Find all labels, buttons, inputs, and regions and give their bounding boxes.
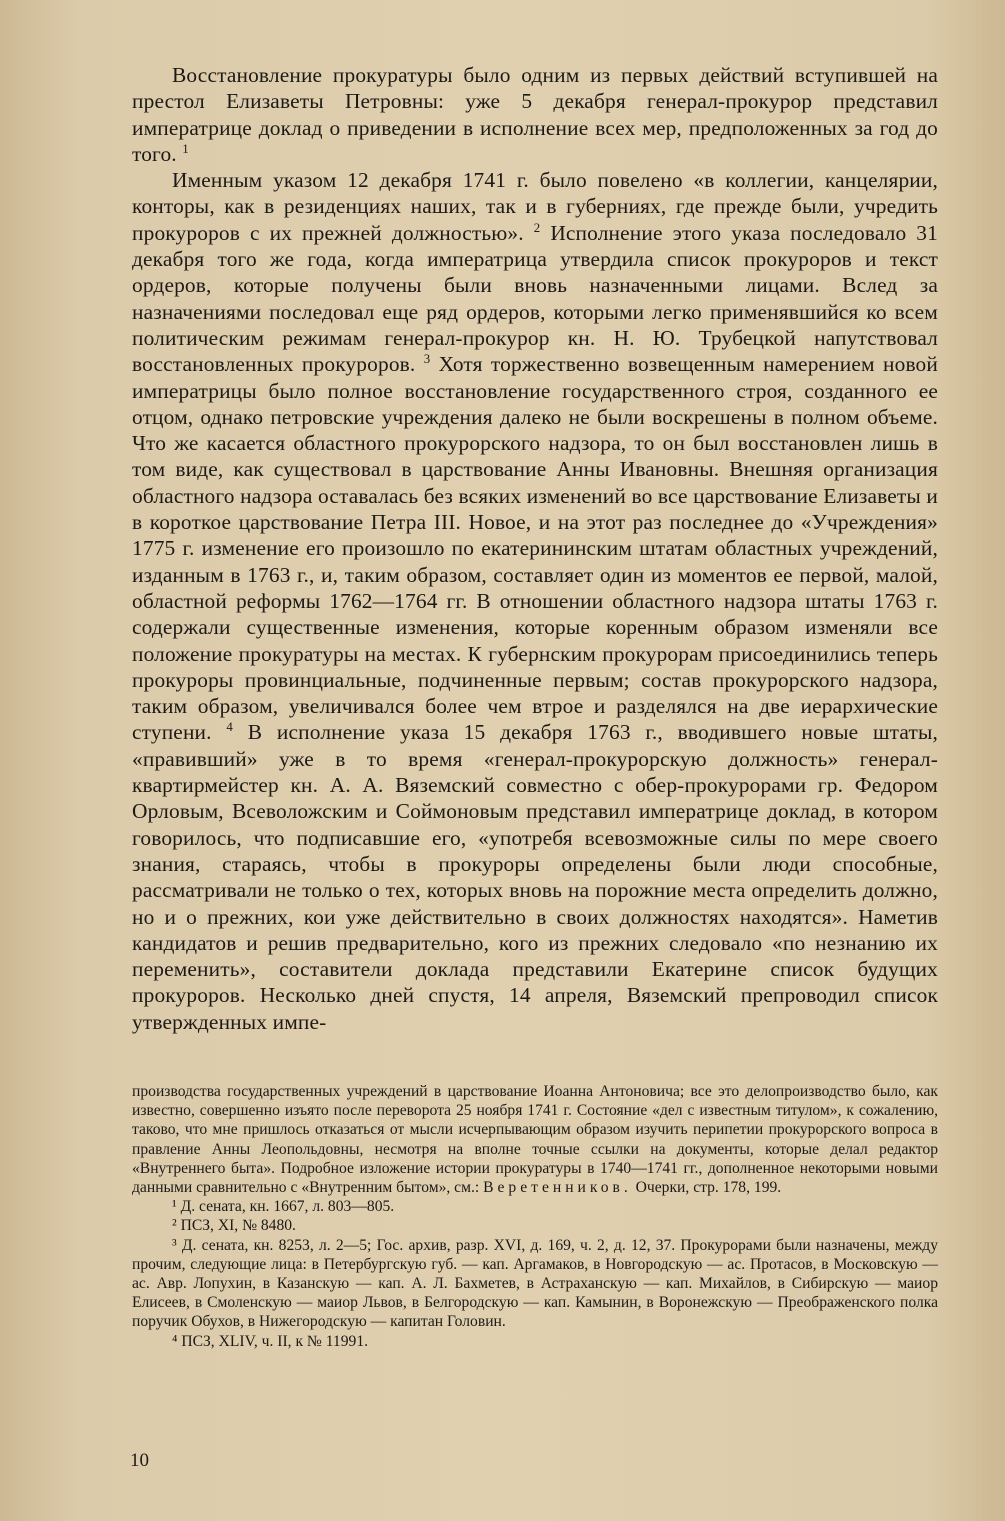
footnote-2: ² ПСЗ, XI, № 8480.	[172, 1217, 296, 1235]
footnote-continuation: производства государственных учреждений в царствование Иоанна Антоновича; все это делопроизводство было, как известно, совершенно изъято после переворота 25 ноября 1741 г. Состояние «дел с известным титулом», к сожалению, таково, что мне пришлось отказаться от мысли исчерпывающим образом изучить перипетии прокурорского вопроса в правление Анны Леопольдовны, несмотря на вполне точные ссылки на документы, которые делал редактор «Внутреннего быта». Подробное изложение истории прокуратуры в 1740—1741 гг., дополненное некоторыми новыми данными сравнительно с «Внутренним бытом», см.: Веретенников. Очерки, стр. 178, 199.	[132, 1083, 938, 1197]
footnotes	[132, 1082, 938, 1351]
footnote-1: ¹ Д. сената, кн. 1667, л. 803—805.	[172, 1198, 395, 1216]
page-number: 10	[130, 1450, 149, 1471]
paragraph-1: Восстановление прокуратуры было одним из первых действий вступившей на престол Елизаветы Петровны: уже 5 декабря генерал-прокурор представил императрице доклад о приведении в исполнение всех мер, предположенных за год до того. $^1$	[132, 63, 938, 166]
footnote-ref-2: 2	[533, 220, 541, 235]
paragraph-2: Именным указом 12 декабря 1741 г. было повелено «в коллегии, канцелярии, конторы, как в резиденциях наших, так и в губерниях, где прежде были, учредить прокуроров с их прежней должностью». $^2$ Исполнение этого указа последовало 31 декабря того же года, когда императрица утвердила список прокуроров и текст ордеров, которые получены были вновь назначенными лицами. Вслед за назначениями последовал еще ряд ордеров, которыми легко применявшийся ко всем политическим режимам генерал-прокурор кн. Н. Ю. Трубецкой напутствовал восстановленных прокуроров. $^3$ Хотя торжественно возвещенным намерением новой императрицы было полное восстановление государственного строя, созданного ее отцом, однако петровские учреждения далеко не были воскрешены в полном объеме. Что же касается областного прокурорского надзора, то он был восстановлен лишь в том виде, как существовал в царствование Анны Ивановны. Внешняя организация областного надзора оставалась без всяких изменений во все царствование Елизаветы и в короткое царствование Петра III. Новое, и на этот раз последнее до «Учреждения» 1775 г. изменение его произошло по екатерининским штатам областных учреждений, изданным в 1763 г., и, таким образом, составляет один из моментов ее первой, малой, областной реформы 1762—1764 гг. В отношении областного надзора штаты 1763 г. содержали существенные изменения, которые коренным образом изменяли все положение прокуратуры на местах. К губернским прокурорам присоединились теперь прокуроры провинциальные, подчиненные первым; состав прокурорского надзора, таким образом, увеличивался более чем втрое и разделялся на две иерархические ступени. $^4$ В исполнение указа 15 декабря 1763 г., вводившего новые штаты, «правивший» уже в то время «генерал-прокурорскую должность» генерал-квартирмейстер кн. А. А. Вяземский совместно с обер-прокурорами гр. Федором Орловым, Всеволожским и Соймоновым представил императрице доклад, в котором говорилось, что подписавшие его, «употребя всевозможные силы по мере своего знания, стараясь, чтобы в прокуроры определены были люди способные, рассматривали не только о тех, которых вновь на порожние места определить должно, но и о прежних, кои уже действительно в своих должностях находятся». Наметив кандидатов и решив предварительно, кого из прежних следовало «по незнанию их переменить», составители доклада представили Екатерине список будущих прокуроров. Несколько дней спустя, 14 апреля, Вяземский препроводил список утвержденных импе-	[132, 168, 939, 1034]
footnote-ref-1: 1	[182, 141, 189, 156]
footnote-ref-3: 3	[423, 352, 431, 367]
footnote-ref-4: 4	[226, 720, 233, 735]
footnote-3: ³ Д. сената, кн. 8253, л. 2—5; Гос. архив, разр. XVI, д. 169, ч. 2, д. 12, 37. Прокурорами были назначены, между прочим, следующие лица: в Петербургскую губ. — кап. Аргамаков, в Новгородскую — ас. Протасов, в Московскую — ас. Авр. Лопухин, в Казанскую — кап. А. Л. Бахметев, в Астраханскую — кап. Михайлов, в Сибирскую — маиор Елисеев, в Смоленскую — маиор Львов, в Белгородскую — кап. Камынин, в Воронежскую — Преображенского полка поручик Обухов, в Нижегородскую — капитан Головин.	[132, 1236, 938, 1331]
footnote-4: ⁴ ПСЗ, XLIV, ч. II, к № 11991.	[172, 1332, 369, 1350]
main-text	[132, 62, 938, 1035]
